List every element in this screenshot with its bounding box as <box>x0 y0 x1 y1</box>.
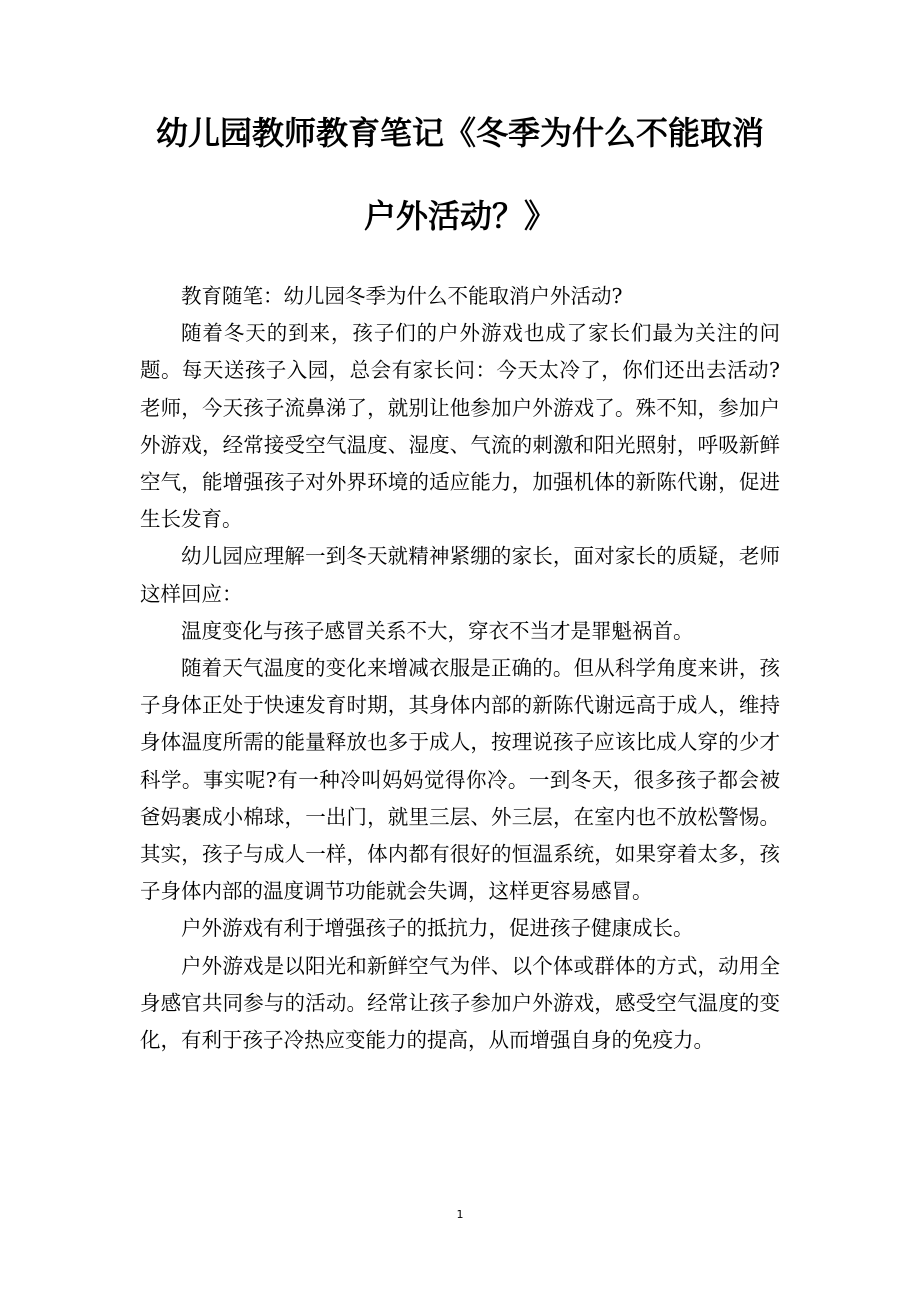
document-title-line-1: 幼儿园教师教育笔记《冬季为什么不能取消 <box>155 114 764 152</box>
paragraph-subtitle: 教育随笔：幼儿园冬季为什么不能取消户外活动? <box>181 284 623 308</box>
document-title-line-2: 户外活动？》 <box>363 197 556 235</box>
paragraph-response-lead: 幼儿园应理解一到冬天就精神紧绷的家长，面对家长的质疑，老师这样回应： <box>140 544 780 606</box>
paragraph-point-1: 温度变化与孩子感冒关系不大，穿衣不当才是罪魁祸首。 <box>181 618 694 643</box>
paragraph-point-1-detail: 随着天气温度的变化来增减衣服是正确的。但从科学角度来讲，孩子身体正处于快速发育时期，其身体内部的新陈代谢远高于成人，维持身体温度所需的能量释放也多于成人，按理说孩子应该比成人穿的少才科学。事实呢?有一种冷叫妈妈觉得你冷。一到冬天，很多孩子都会被爸妈裹成小棉球，一出门，就里三层、外三层，在室内也不放松警惕。其实，孩子与成人一样，体内都有很好的恒温系统，如果穿着太多，孩子身体内部的温度调节功能就会失调，这样更容易感冒。 <box>140 656 780 904</box>
paragraph-point-2-detail: 户外游戏是以阳光和新鲜空气为伴、以个体或群体的方式，动用全身感官共同参与的活动。经常让孩子参加户外游戏，感受空气温度的变化，有利于孩子冷热应变能力的提高，从而增强自身的免疫力。 <box>140 953 780 1053</box>
paragraph-intro: 随着冬天的到来，孩子们的户外游戏也成了家长们最为关注的问题。每天送孩子入园，总会有家长问：今天太冷了，你们还出去活动?老师，今天孩子流鼻涕了，就别让他参加户外游戏了。殊不知，参加户外游戏，经常接受空气温度、湿度、气流的刺激和阳光照射，呼吸新鲜空气，能增强孩子对外界环境的适应能力，加强机体的新陈代谢，促进生长发育。 <box>140 321 780 532</box>
page-number: 1 <box>456 1208 464 1221</box>
document-body <box>140 278 780 1059</box>
paragraph-point-2: 户外游戏有利于增强孩子的抵抗力，促进孩子健康成长。 <box>181 916 694 941</box>
